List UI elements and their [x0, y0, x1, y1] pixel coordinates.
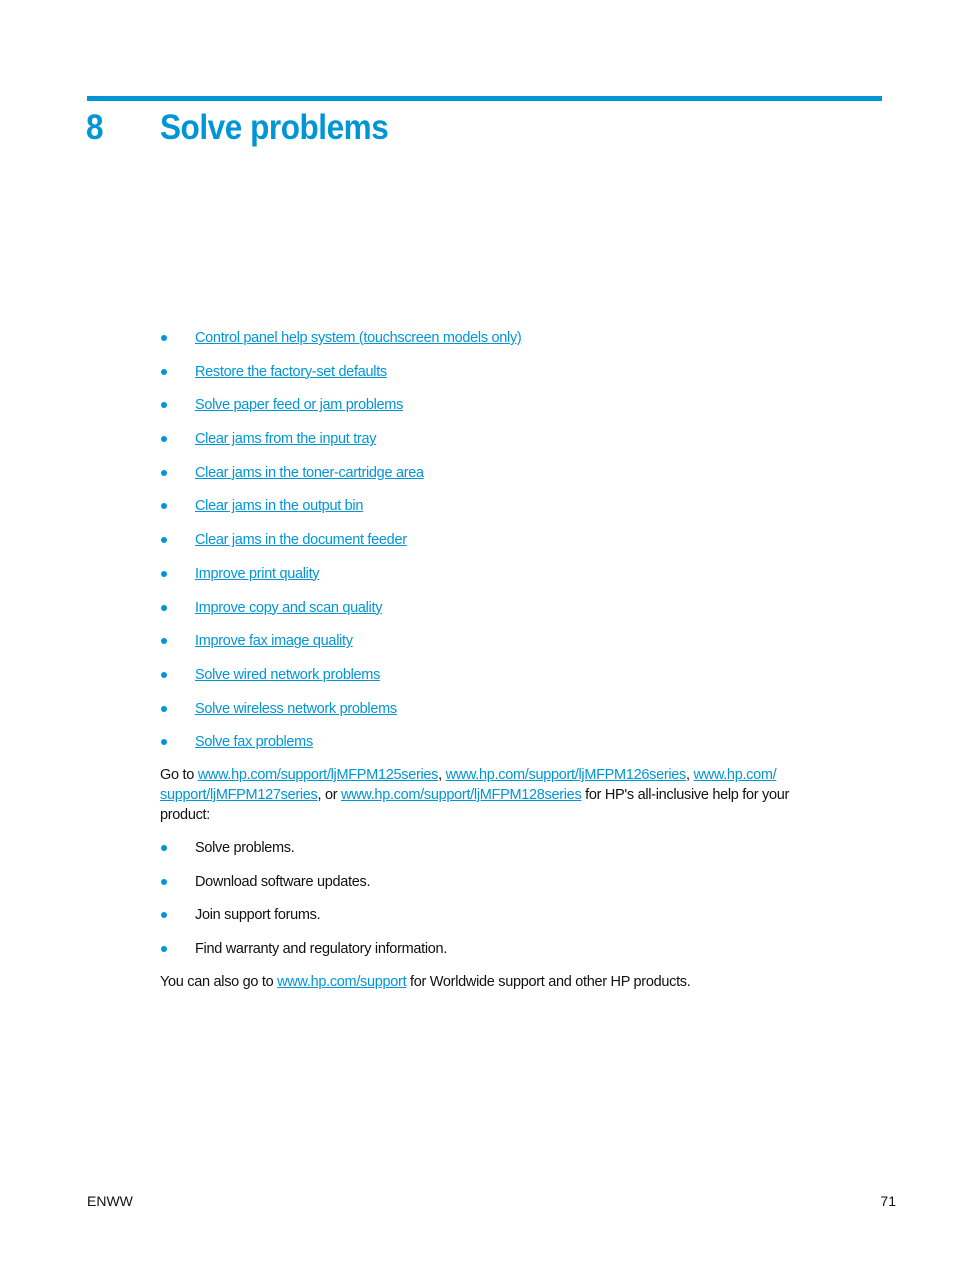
chapter-rule: [87, 96, 882, 101]
support-link-m126[interactable]: www.hp.com/support/ljMFPM126series: [445, 767, 687, 783]
text: ,: [438, 767, 446, 783]
list-text: Download software updates.: [195, 873, 371, 890]
worldwide-support-paragraph: [160, 972, 691, 992]
support-link-m127[interactable]: www.hp.com/: [693, 767, 777, 783]
text: for HP's all-inclusive help for your: [581, 787, 790, 803]
footer-label: ENWW: [87, 1193, 133, 1209]
topic-link[interactable]: Restore the factory-set defaults: [195, 363, 387, 380]
bullet-icon: [161, 605, 167, 611]
support-link[interactable]: www.hp.com/support: [277, 974, 407, 990]
text: You can also go to: [160, 974, 278, 990]
bullet-icon: [161, 638, 167, 644]
bullet-icon: [161, 672, 167, 678]
list-text: Solve problems.: [195, 840, 295, 856]
topic-link[interactable]: Clear jams in the toner-cartridge area: [195, 464, 424, 481]
bullet-icon: [161, 845, 167, 851]
topic-link[interactable]: Clear jams in the output bin: [195, 498, 364, 515]
text: Go to: [160, 767, 198, 783]
support-link-m127-cont[interactable]: support/ljMFPM127series: [160, 787, 318, 803]
page-number: 71: [880, 1193, 896, 1209]
list-text: Find warranty and regulatory information.: [195, 941, 448, 958]
bullet-icon: [161, 706, 167, 712]
support-link-m128[interactable]: www.hp.com/support/ljMFPM128series: [340, 787, 582, 803]
text: product:: [160, 807, 210, 823]
topic-link[interactable]: Improve copy and scan quality: [195, 599, 383, 616]
topic-link[interactable]: Clear jams from the input tray: [195, 431, 377, 448]
list-text: Join support forums.: [195, 907, 321, 924]
bullet-icon: [161, 946, 167, 952]
topic-link[interactable]: Control panel help system (touchscreen models only): [195, 330, 522, 346]
bullet-icon: [161, 369, 167, 375]
chapter-title: Solve problems: [160, 108, 389, 147]
topic-link[interactable]: Solve fax problems: [195, 734, 313, 751]
support-paragraph: [160, 765, 789, 825]
topic-link[interactable]: Clear jams in the document feeder: [195, 532, 407, 549]
text: ,: [686, 767, 694, 783]
bullet-icon: [161, 912, 167, 918]
text: , or: [317, 787, 341, 803]
topic-link[interactable]: Solve wired network problems: [195, 666, 381, 683]
bullet-icon: [161, 470, 167, 476]
bullet-icon: [161, 537, 167, 543]
topic-link[interactable]: Solve wireless network problems: [195, 700, 397, 717]
bullet-icon: [161, 402, 167, 408]
bullet-icon: [161, 879, 167, 885]
topic-link[interactable]: Improve print quality: [195, 565, 320, 582]
text: for Worldwide support and other HP products.: [406, 974, 691, 990]
topic-link[interactable]: Solve paper feed or jam problems: [195, 397, 404, 414]
bullet-icon: [161, 436, 167, 442]
bullet-icon: [161, 335, 167, 341]
bullet-icon: [161, 571, 167, 577]
support-link-m125[interactable]: www.hp.com/support/ljMFPM125series: [197, 767, 439, 783]
bullet-icon: [161, 739, 167, 745]
chapter-number: 8: [86, 108, 104, 147]
topic-link[interactable]: Improve fax image quality: [195, 633, 353, 650]
bullet-icon: [161, 503, 167, 509]
